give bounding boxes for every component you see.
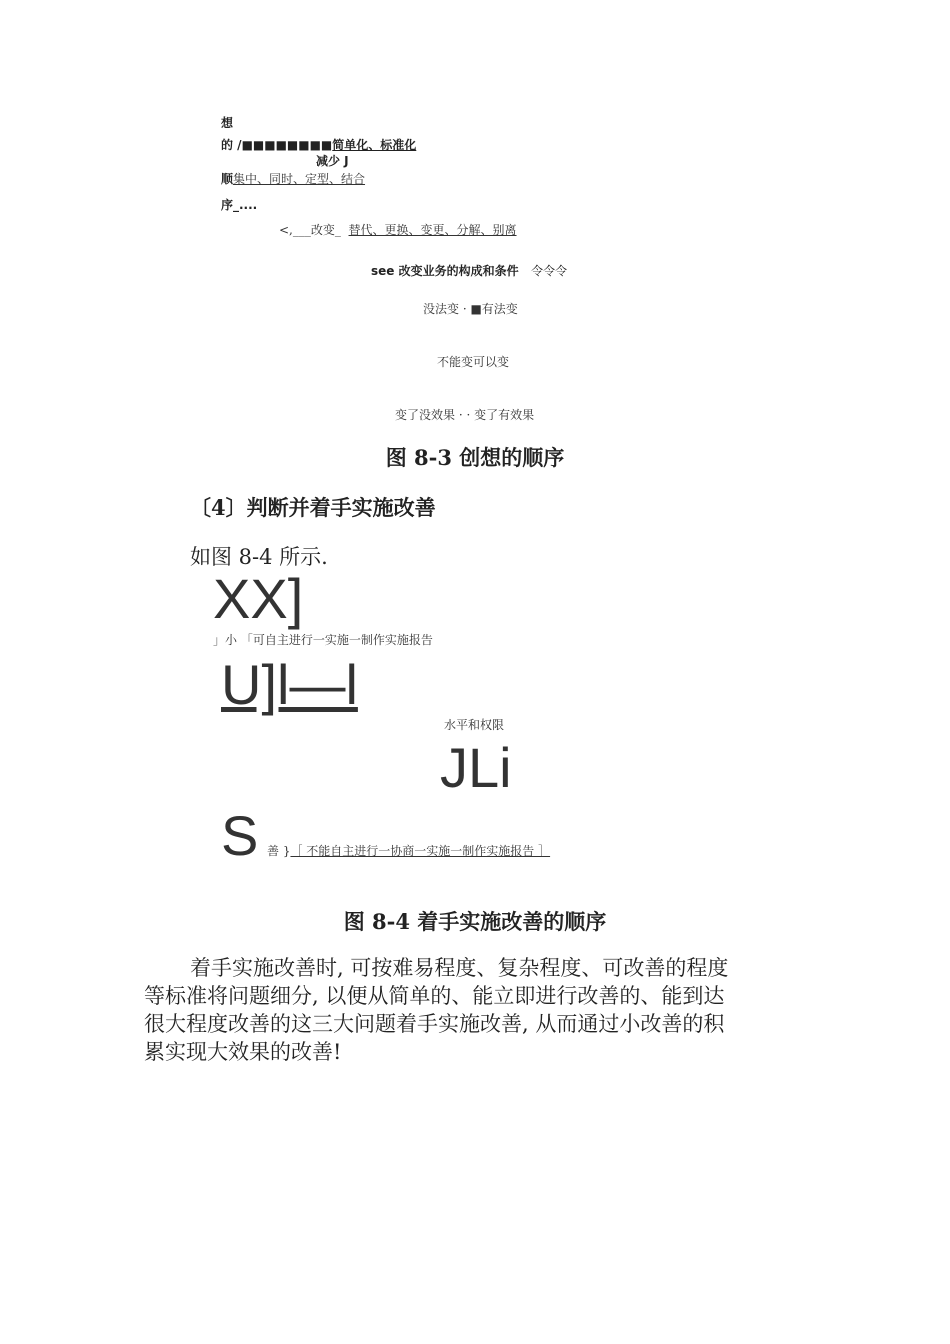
paragraph-line-2: 等标准将问题细分, 以便从简单的、能立即进行改善的、能到达 xyxy=(144,984,725,1008)
fig83-line-8: 没法变 · ■有法变 xyxy=(423,302,518,316)
fig83-simplify-text: 简单化、标准化 xyxy=(332,138,417,152)
fig83-line-4-prefix: 顺 xyxy=(221,172,234,186)
fig83-line-6 xyxy=(279,221,517,238)
fig83-caption: 图 8-3 创想的顺序 xyxy=(385,445,565,470)
paragraph-line-1: 着手实施改善时, 可按难易程度、复杂程度、可改善的程度 xyxy=(190,956,729,980)
fig84-caption: 图 8-4 着手实施改善的顺序 xyxy=(343,909,607,934)
fig83-replace-text: 替代、更换、变更、分解、别离 xyxy=(348,223,517,237)
fig84-glyph-jli: JLi xyxy=(440,736,512,799)
paragraph-line-4: 累实现大效果的改善! xyxy=(144,1040,342,1064)
paragraph-line-3: 很大程度改善的这三大问题着手实施改善, 从而通过小改善的积 xyxy=(144,1012,725,1036)
fig84-consult-line xyxy=(267,842,550,859)
fig83-line-3: 减少 J xyxy=(316,154,349,168)
section-4-intro: 如图 8-4 所示. xyxy=(190,545,328,569)
fig83-marks: 令令令 xyxy=(531,264,568,278)
fig84-consult-text: ［ 不能自主进行一协商一实施一制作实施报告 ］ xyxy=(290,844,551,858)
fig84-glyph-xx: XX] xyxy=(213,567,304,630)
fig84-consult-prefix: 善 } xyxy=(267,844,291,858)
fig83-line-4 xyxy=(221,170,365,187)
fig84-glyph-u: U]l—l xyxy=(221,653,358,716)
fig83-conditions-text: see 改变业务的构成和条件 xyxy=(371,264,519,278)
fig83-line-10: 变了没效果 · · 变了有效果 xyxy=(395,408,535,422)
fig84-level-authority: 水平和权限 xyxy=(444,718,505,732)
fig83-line-1: 想 xyxy=(221,116,234,130)
fig84-self-implement-line: 」小 「可自主进行一实施一制作实施报告 xyxy=(213,633,433,647)
fig84-glyph-s: S xyxy=(221,804,259,867)
section-4-heading: 〔4〕判断并着手实施改善 xyxy=(190,495,436,520)
fig83-line-7 xyxy=(371,262,567,279)
fig83-line-2-prefix: 的 / xyxy=(221,138,242,152)
fig83-line-5: 序_.... xyxy=(221,198,258,212)
fig83-line-9: 不能变可以变 xyxy=(437,355,510,369)
fig83-change-label: ___改变_ xyxy=(292,223,341,237)
fig83-line-6-prefix: <, xyxy=(279,223,293,237)
fig83-combine-text: 集中、同时、定型、结合 xyxy=(233,172,366,186)
fig83-blocks: ■■■■■■■■ xyxy=(241,138,333,152)
fig83-line-2 xyxy=(221,136,416,153)
